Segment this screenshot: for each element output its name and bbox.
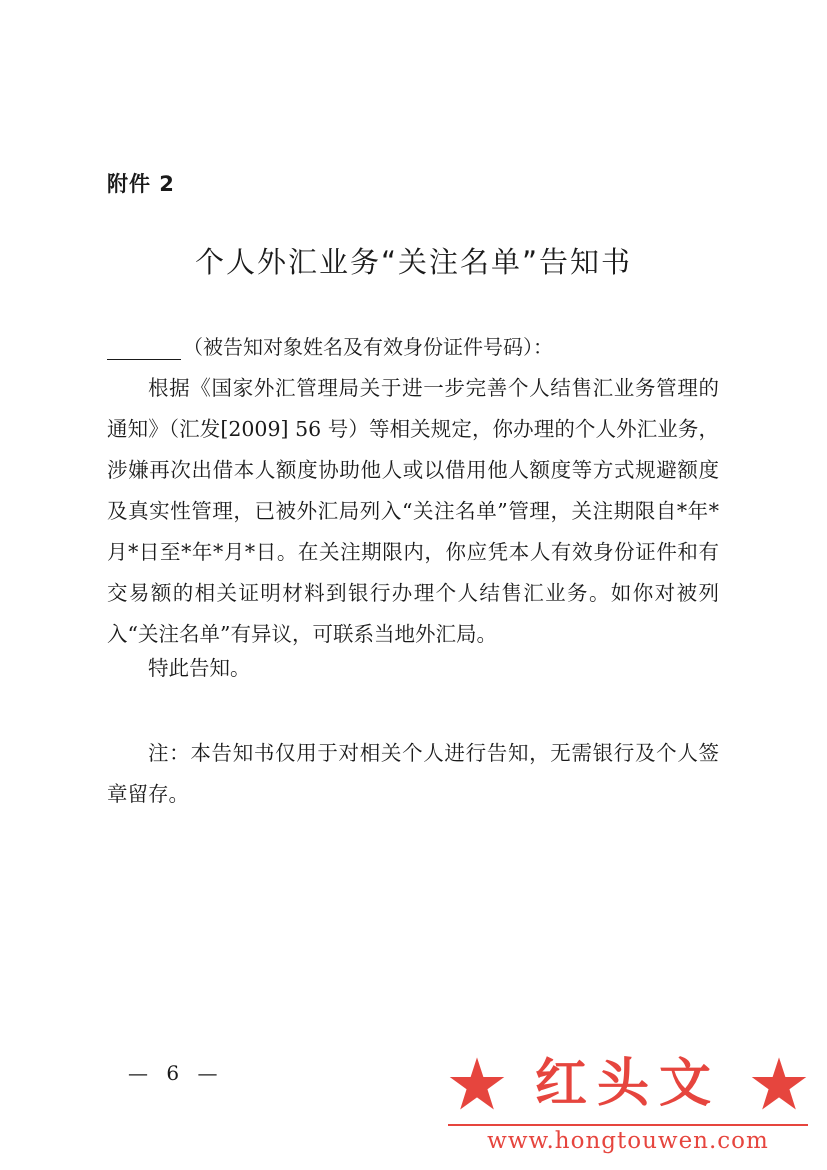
closing-text: 特此告知。	[148, 656, 251, 680]
attachment-label: 附件 2	[107, 172, 175, 196]
addressee-label: （被告知对象姓名及有效身份证件号码）：	[183, 335, 553, 359]
note-paragraph: 注：本告知书仅用于对相关个人进行告知，无需银行及个人签章留存。	[107, 741, 719, 806]
watermark	[448, 1048, 808, 1158]
addressee-line	[107, 331, 553, 360]
body-paragraph: 根据《国家外汇管理局关于进一步完善个人结售汇业务管理的通知》（汇发[2009] 56 号）等相关规定，你办理的个人外汇业务，涉嫌再次出借本人额度协助他人或以借用他人额度等方式规避额度及真实性管理，已被外汇局列入“关注名单”管理，关注期限自*年*月*日至*年*月*日。在关注期限内，你应凭本人有效身份证件和有交易额的相关证明材料到银行办理个人结售汇业务。如你对被列入“关注名单”有异议，可联系当地外汇局。	[107, 376, 719, 646]
addressee-blank	[107, 339, 181, 360]
watermark-divider	[448, 1124, 808, 1126]
page-number: — 6 —	[128, 1061, 224, 1085]
document-title: 个人外汇业务“关注名单”告知书	[194, 245, 633, 279]
watermark-text: 红头文	[534, 1054, 721, 1114]
star-icon	[448, 1055, 506, 1113]
watermark-url: www.hongtouwen.com	[487, 1128, 769, 1154]
star-icon	[750, 1055, 808, 1113]
watermark-row	[448, 1048, 808, 1120]
